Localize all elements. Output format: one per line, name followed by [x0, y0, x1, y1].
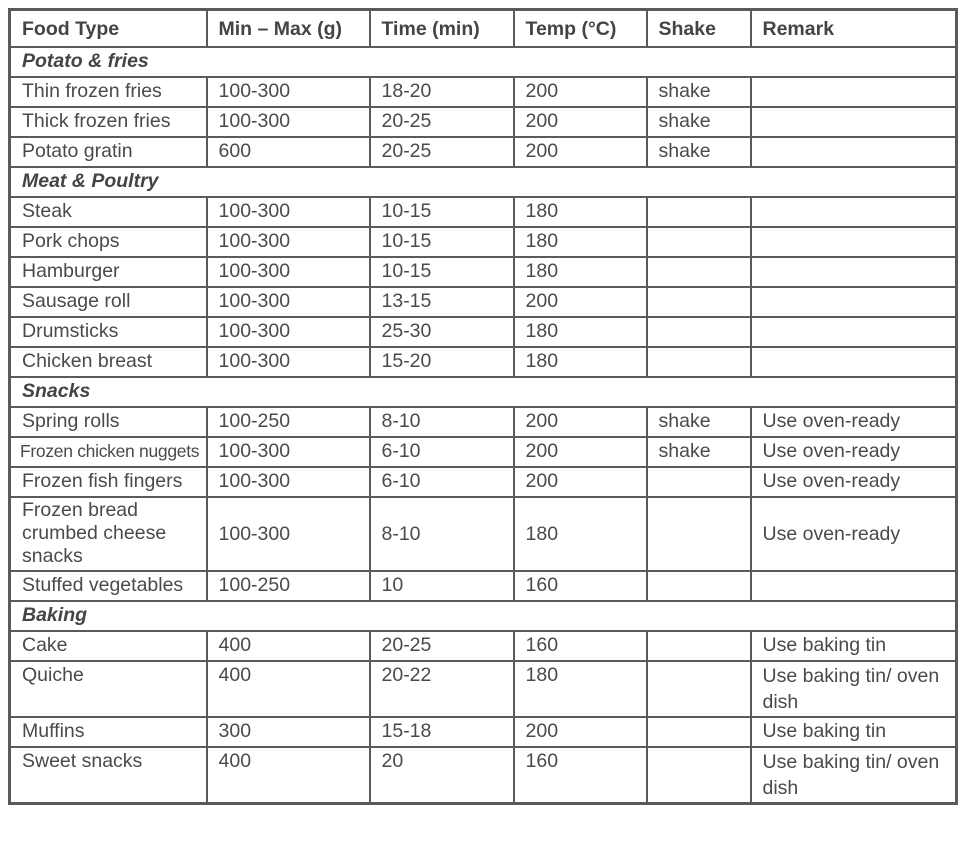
- amount-cell: 300: [207, 717, 370, 747]
- time-cell: 15-18: [370, 717, 514, 747]
- temp-cell: 180: [514, 197, 647, 227]
- shake-cell: [647, 717, 751, 747]
- time-cell: 20-22: [370, 661, 514, 717]
- cooking-table-container: [8, 8, 958, 805]
- remark-cell: [751, 347, 957, 377]
- header-min-max: Min – Max (g): [207, 10, 370, 48]
- amount-cell: 100-300: [207, 437, 370, 467]
- amount-cell: 100-250: [207, 407, 370, 437]
- amount-cell: 600: [207, 137, 370, 167]
- food-cell: Frozen fish fingers: [10, 467, 207, 497]
- remark-cell: [751, 317, 957, 347]
- remark-cell: Use oven-ready: [751, 437, 957, 467]
- remark-cell: [751, 197, 957, 227]
- time-cell: 10-15: [370, 227, 514, 257]
- food-cell: Muffins: [10, 717, 207, 747]
- time-cell: 20: [370, 747, 514, 804]
- temp-cell: 180: [514, 497, 647, 571]
- table-row: [10, 497, 957, 571]
- temp-cell: 160: [514, 571, 647, 601]
- section-row: [10, 601, 957, 631]
- table-row: [10, 437, 957, 467]
- shake-cell: [647, 571, 751, 601]
- remark-cell: [751, 107, 957, 137]
- time-cell: 20-25: [370, 631, 514, 661]
- header-temp: Temp (°C): [514, 10, 647, 48]
- cooking-table: [8, 8, 958, 805]
- remark-cell: [751, 227, 957, 257]
- shake-cell: [647, 347, 751, 377]
- amount-cell: 400: [207, 747, 370, 804]
- remark-cell: Use oven-ready: [751, 467, 957, 497]
- amount-cell: 100-300: [207, 317, 370, 347]
- shake-cell: shake: [647, 107, 751, 137]
- remark-cell: [751, 287, 957, 317]
- shake-cell: [647, 467, 751, 497]
- amount-cell: 100-300: [207, 497, 370, 571]
- shake-cell: shake: [647, 77, 751, 107]
- time-cell: 13-15: [370, 287, 514, 317]
- header-time: Time (min): [370, 10, 514, 48]
- time-cell: 20-25: [370, 137, 514, 167]
- time-cell: 20-25: [370, 107, 514, 137]
- remark-cell: Use baking tin: [751, 631, 957, 661]
- header-remark: Remark: [751, 10, 957, 48]
- food-cell: Thick frozen fries: [10, 107, 207, 137]
- remark-cell: Use baking tin: [751, 717, 957, 747]
- shake-cell: [647, 661, 751, 717]
- amount-cell: 100-300: [207, 347, 370, 377]
- shake-cell: [647, 227, 751, 257]
- time-cell: 6-10: [370, 467, 514, 497]
- table-row: [10, 227, 957, 257]
- temp-cell: 180: [514, 347, 647, 377]
- food-cell: Hamburger: [10, 257, 207, 287]
- time-cell: 8-10: [370, 407, 514, 437]
- food-cell: Chicken breast: [10, 347, 207, 377]
- time-cell: 10-15: [370, 197, 514, 227]
- shake-cell: shake: [647, 437, 751, 467]
- table-row: [10, 347, 957, 377]
- table-row: [10, 717, 957, 747]
- table-header-row: [10, 10, 957, 48]
- amount-cell: 100-300: [207, 467, 370, 497]
- section-title: Meat & Poultry: [10, 167, 957, 197]
- food-cell: Quiche: [10, 661, 207, 717]
- temp-cell: 180: [514, 227, 647, 257]
- shake-cell: shake: [647, 407, 751, 437]
- section-row: [10, 47, 957, 77]
- shake-cell: [647, 197, 751, 227]
- shake-cell: [647, 747, 751, 804]
- time-cell: 10: [370, 571, 514, 601]
- time-cell: 8-10: [370, 497, 514, 571]
- header-shake: Shake: [647, 10, 751, 48]
- amount-cell: 400: [207, 661, 370, 717]
- table-row: [10, 107, 957, 137]
- temp-cell: 200: [514, 107, 647, 137]
- amount-cell: 100-300: [207, 197, 370, 227]
- temp-cell: 200: [514, 717, 647, 747]
- section-row: [10, 377, 957, 407]
- remark-cell: [751, 77, 957, 107]
- food-cell: Frozen bread crumbed cheese snacks: [10, 497, 207, 571]
- remark-cell: [751, 257, 957, 287]
- table-row: [10, 137, 957, 167]
- time-cell: 25-30: [370, 317, 514, 347]
- shake-cell: [647, 497, 751, 571]
- food-cell: Steak: [10, 197, 207, 227]
- temp-cell: 200: [514, 77, 647, 107]
- temp-cell: 180: [514, 317, 647, 347]
- table-row: [10, 571, 957, 601]
- amount-cell: 100-300: [207, 287, 370, 317]
- section-title: Snacks: [10, 377, 957, 407]
- temp-cell: 180: [514, 257, 647, 287]
- food-cell: Drumsticks: [10, 317, 207, 347]
- remark-cell: [751, 571, 957, 601]
- table-row: [10, 631, 957, 661]
- table-row: [10, 77, 957, 107]
- table-row: [10, 257, 957, 287]
- table-row: [10, 467, 957, 497]
- temp-cell: 160: [514, 747, 647, 804]
- temp-cell: 200: [514, 467, 647, 497]
- amount-cell: 100-300: [207, 77, 370, 107]
- shake-cell: [647, 257, 751, 287]
- section-title: Baking: [10, 601, 957, 631]
- time-cell: 18-20: [370, 77, 514, 107]
- header-food-type: Food Type: [10, 10, 207, 48]
- amount-cell: 400: [207, 631, 370, 661]
- table-row: [10, 287, 957, 317]
- table-row: [10, 407, 957, 437]
- remark-cell: Use oven-ready: [751, 407, 957, 437]
- amount-cell: 100-300: [207, 257, 370, 287]
- section-title: Potato & fries: [10, 47, 957, 77]
- remark-cell: Use baking tin/ oven dish: [751, 661, 957, 717]
- food-cell: Pork chops: [10, 227, 207, 257]
- temp-cell: 200: [514, 437, 647, 467]
- temp-cell: 180: [514, 661, 647, 717]
- table-row: [10, 197, 957, 227]
- food-cell: Frozen chicken nuggets: [10, 437, 207, 467]
- food-cell: Spring rolls: [10, 407, 207, 437]
- table-row: [10, 747, 957, 804]
- table-row: [10, 661, 957, 717]
- food-cell: Sweet snacks: [10, 747, 207, 804]
- temp-cell: 160: [514, 631, 647, 661]
- table-row: [10, 317, 957, 347]
- section-row: [10, 167, 957, 197]
- amount-cell: 100-300: [207, 227, 370, 257]
- amount-cell: 100-300: [207, 107, 370, 137]
- food-cell: Sausage roll: [10, 287, 207, 317]
- remark-cell: Use oven-ready: [751, 497, 957, 571]
- shake-cell: [647, 317, 751, 347]
- temp-cell: 200: [514, 407, 647, 437]
- food-cell: Stuffed vegetables: [10, 571, 207, 601]
- temp-cell: 200: [514, 287, 647, 317]
- shake-cell: [647, 631, 751, 661]
- time-cell: 15-20: [370, 347, 514, 377]
- shake-cell: shake: [647, 137, 751, 167]
- food-cell: Thin frozen fries: [10, 77, 207, 107]
- food-cell: Potato gratin: [10, 137, 207, 167]
- amount-cell: 100-250: [207, 571, 370, 601]
- temp-cell: 200: [514, 137, 647, 167]
- shake-cell: [647, 287, 751, 317]
- time-cell: 10-15: [370, 257, 514, 287]
- remark-cell: [751, 137, 957, 167]
- food-cell: Cake: [10, 631, 207, 661]
- time-cell: 6-10: [370, 437, 514, 467]
- remark-cell: Use baking tin/ oven dish: [751, 747, 957, 804]
